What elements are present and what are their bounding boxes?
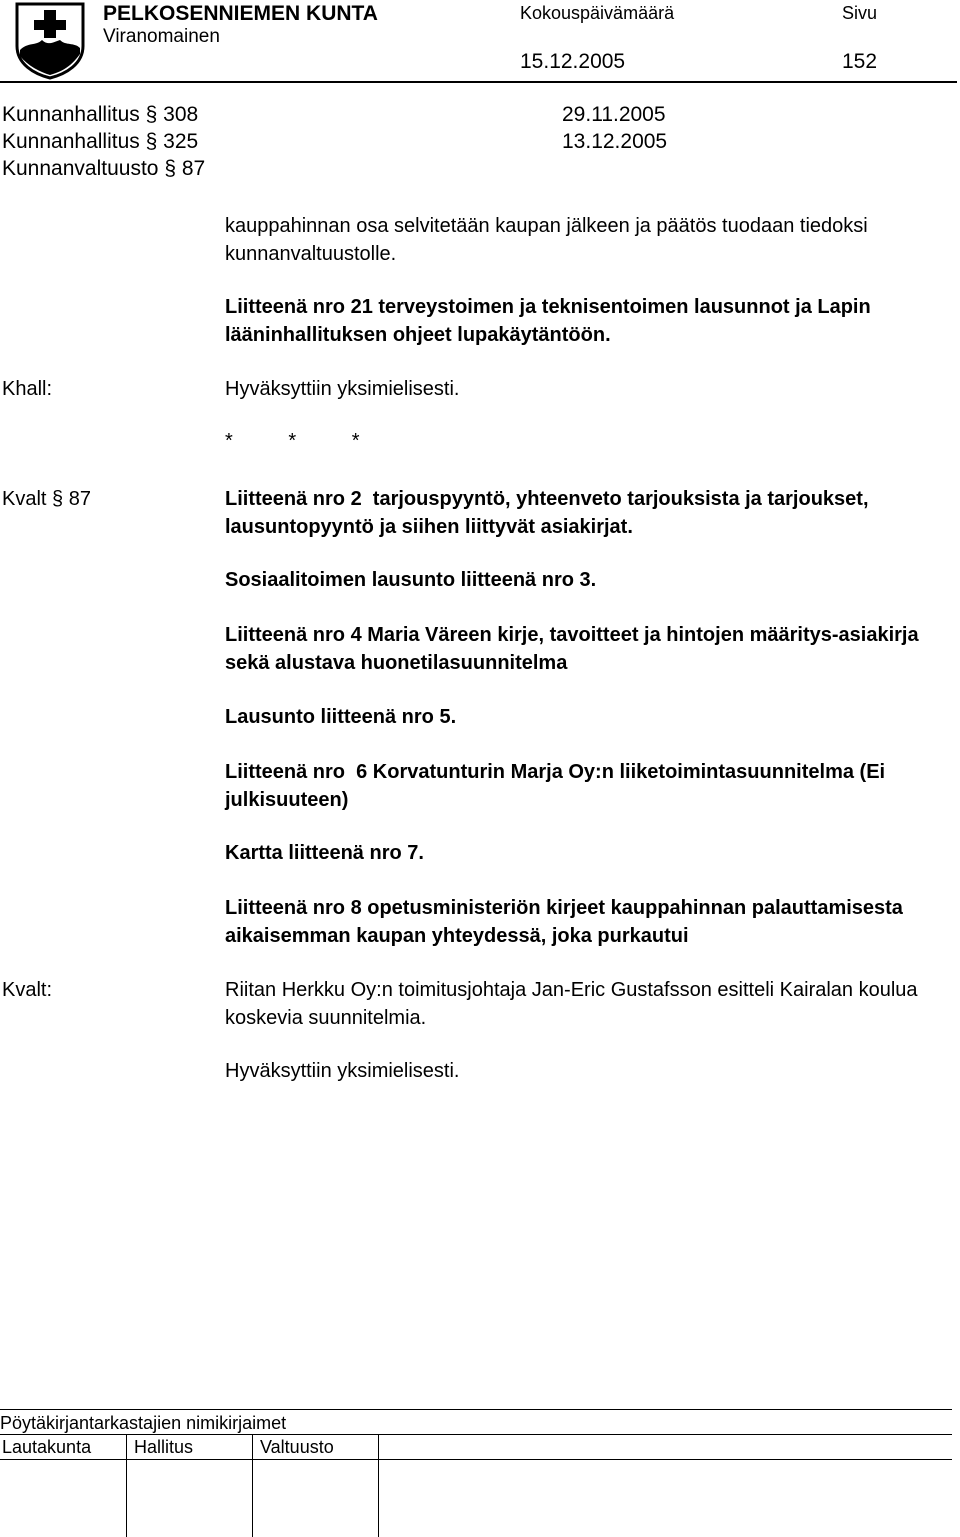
footer-column-divider xyxy=(378,1434,379,1537)
reference-body: Kunnanhallitus xyxy=(2,130,140,153)
footer-rule-bottom xyxy=(0,1459,952,1460)
footer-title: Pöytäkirjantarkastajien nimikirjaimet xyxy=(0,1413,287,1433)
footer-rule-mid xyxy=(0,1434,952,1435)
kvalt-ref-number: 87 xyxy=(68,488,91,510)
meeting-date: 15.12.2005 xyxy=(520,50,626,73)
footer-column-divider xyxy=(252,1434,253,1537)
attachment-3: Sosiaalitoimen lausunto liitteenä nro 3. xyxy=(225,569,597,591)
khall-label: Khall: xyxy=(2,378,53,400)
kvalt-text: Riitan Herkku Oy:n toimitusjohtaja Jan-Eric Gustafsson esitteli Kairalan koulua koskevia suunnitelmia. xyxy=(225,979,918,1029)
reference-body: Kunnanhallitus xyxy=(2,103,140,126)
attachment-4: Liitteenä nro 4 Maria Väreen kirje, tavoitteet ja hintojen määritys-asiakirja sekä alustava huonetilasuunnitelma xyxy=(225,624,919,674)
attachment-2: Liitteenä nro 2 tarjouspyyntö, yhteenveto tarjouksista ja tarjoukset, lausuntopyyntö ja siihen liittyvät asiakirjat. xyxy=(225,488,875,538)
meeting-date-label: Kokouspäivämäärä xyxy=(520,3,675,23)
authority-label: Viranomainen xyxy=(103,26,220,47)
reference-row-1 xyxy=(2,103,198,127)
attachment-7: Kartta liitteenä nro 7. xyxy=(225,842,424,864)
section-symbol: § xyxy=(145,103,158,126)
khall-decision: Hyväksyttiin yksimielisesti. xyxy=(225,378,460,400)
attachment-8: Liitteenä nro 8 opetusministeriön kirjeet kauppahinnan palauttamisesta aikaisemman kaupan yhteydessä, joka purkautui xyxy=(225,897,903,947)
reference-row-3 xyxy=(2,157,205,181)
reference-body: Kunnanvaltuusto xyxy=(2,157,159,180)
kvalt-decision: Hyväksyttiin yksimielisesti. xyxy=(225,1060,460,1082)
page-number: 152 xyxy=(842,50,878,73)
footer-column-valtuusto: Valtuusto xyxy=(260,1437,334,1457)
kvalt-label: Kvalt: xyxy=(2,979,53,1001)
footer-rule-top xyxy=(0,1409,952,1410)
attachment-21: Liitteenä nro 21 terveystoimen ja teknisentoimen lausunnot ja Lapin lääninhallituksen ohjeet lupakäytäntöön. xyxy=(225,296,871,346)
reference-number: 308 xyxy=(163,103,199,126)
header-rule xyxy=(0,81,957,83)
kvalt-section-ref xyxy=(2,485,91,513)
footer-column-lautakunta: Lautakunta xyxy=(2,1437,92,1457)
reference-row-2 xyxy=(2,130,198,154)
section-symbol: § xyxy=(145,130,158,153)
section-symbol: § xyxy=(52,488,64,510)
attachment-6: Liitteenä nro 6 Korvatunturin Marja Oy:n liiketoimintasuunnitelma (Ei julkisuuteen) xyxy=(225,761,891,811)
paragraph-sale-price: kauppahinnan osa selvitetään kaupan jälkeen ja päätös tuodaan tiedoksi kunnanvaltuustolle. xyxy=(225,215,868,265)
footer-column-divider xyxy=(126,1434,127,1537)
coat-of-arms-logo xyxy=(14,2,86,80)
kvalt-ref-label: Kvalt xyxy=(2,488,47,510)
page-label: Sivu xyxy=(842,3,878,23)
reference-number: 325 xyxy=(163,130,199,153)
reference-date-1: 29.11.2005 xyxy=(562,103,666,126)
organization-name: PELKOSENNIEMEN KUNTA xyxy=(103,2,378,25)
section-symbol: § xyxy=(164,157,176,180)
footer-column-hallitus: Hallitus xyxy=(134,1437,194,1457)
reference-date-2: 13.12.2005 xyxy=(562,130,668,153)
reference-number: 87 xyxy=(181,157,206,180)
attachment-5: Lausunto liitteenä nro 5. xyxy=(225,706,457,728)
section-separator: * * * xyxy=(225,430,360,452)
